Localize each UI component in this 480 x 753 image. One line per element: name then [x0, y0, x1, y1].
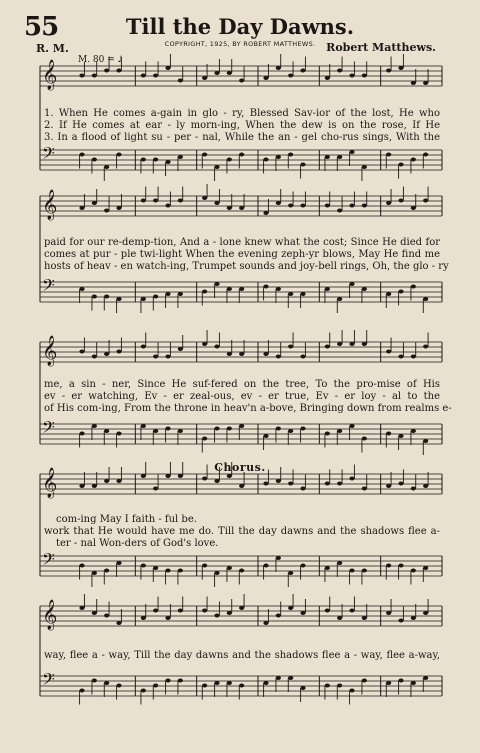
note-head — [276, 287, 281, 291]
note-head — [202, 342, 207, 346]
copyright-notice: COPYRIGHT, 1925, BY ROBERT MATTHEWS. — [164, 40, 316, 48]
note-head — [178, 429, 183, 433]
note-head — [349, 150, 354, 154]
note-head — [178, 609, 183, 613]
note-head — [288, 571, 293, 575]
note-head — [325, 204, 330, 208]
note-head — [141, 345, 146, 349]
note-head — [104, 209, 109, 213]
note-head — [202, 196, 207, 200]
note-head — [116, 479, 121, 483]
staff — [40, 342, 442, 362]
note-head — [398, 434, 403, 438]
bass-clef-icon: 𝄢 — [42, 417, 55, 441]
note-head — [325, 684, 330, 688]
note-head — [349, 204, 354, 208]
note-head — [349, 569, 354, 573]
note-head — [349, 282, 354, 286]
note-head — [411, 616, 416, 620]
note-head — [239, 153, 244, 157]
note-head — [398, 564, 403, 568]
note-head — [104, 352, 109, 356]
lyric-line: of His com-ing, From the throne in heav'n a-bove, Bringing down from realms e- — [44, 403, 452, 414]
note-head — [423, 199, 428, 203]
note-head — [202, 437, 207, 441]
note-head — [423, 153, 428, 157]
note-head — [349, 74, 354, 78]
note-head — [79, 350, 84, 354]
note-head — [153, 355, 158, 359]
note-head — [227, 611, 232, 615]
note-head — [411, 158, 416, 162]
note-head — [423, 676, 428, 680]
note-head — [79, 432, 84, 436]
note-head — [165, 616, 170, 620]
tempo-marking: M. 80 = ♩ — [78, 55, 122, 65]
note-head — [300, 355, 305, 359]
note-head — [178, 347, 183, 351]
note-head — [104, 295, 109, 299]
note-head — [362, 679, 367, 683]
lyric-line: hosts of heav - en watch-ing, Trumpet sounds and joy-bell rings, Oh, the glo - ry — [44, 261, 449, 272]
note-head — [263, 621, 268, 625]
note-head — [263, 564, 268, 568]
lyric-line: 2. If He comes at ear - ly morn-ing, When the dew is on the rose, If He — [44, 120, 440, 131]
note-head — [79, 74, 84, 78]
note-head — [386, 201, 391, 205]
note-head — [239, 684, 244, 688]
note-head — [362, 437, 367, 441]
note-head — [92, 484, 97, 488]
note-head — [116, 69, 121, 73]
note-head — [325, 432, 330, 436]
bass-clef-icon: 𝄢 — [42, 669, 55, 693]
note-head — [386, 69, 391, 73]
note-head — [276, 479, 281, 483]
note-head — [288, 482, 293, 486]
note-head — [411, 285, 416, 289]
note-head — [92, 571, 97, 575]
lyric-line: me, a sin - ner, Since He suf-fered on the tree, To the pro-mise of His — [44, 379, 440, 390]
note-head — [116, 432, 121, 436]
note-head — [325, 345, 330, 349]
note-head — [116, 206, 121, 210]
note-head — [214, 165, 219, 169]
note-head — [239, 606, 244, 610]
note-head — [411, 487, 416, 491]
author-initials: R. M. — [36, 42, 69, 55]
lyric-line: 1. When He comes a-gain in glo - ry, Blessed Sav-ior of the lost, He who — [44, 108, 440, 119]
note-head — [141, 424, 146, 428]
note-head — [165, 204, 170, 208]
note-head — [153, 609, 158, 613]
note-head — [288, 74, 293, 78]
note-head — [423, 484, 428, 488]
note-head — [300, 487, 305, 491]
lyric-line: ev - er watching, Ev - er zeal-ous, ev - er true, Ev - er loy - al to the — [44, 391, 440, 402]
staff — [40, 66, 442, 86]
note-head — [165, 569, 170, 573]
note-head — [227, 427, 232, 431]
note-head — [288, 345, 293, 349]
note-head — [214, 282, 219, 286]
note-head — [337, 297, 342, 301]
note-head — [202, 290, 207, 294]
note-head — [276, 427, 281, 431]
note-head — [214, 201, 219, 205]
note-head — [165, 679, 170, 683]
note-head — [288, 153, 293, 157]
note-head — [349, 689, 354, 693]
lyric-line: ter - nal Won-ders of God's love. — [56, 538, 219, 549]
note-head — [165, 474, 170, 478]
note-head — [116, 561, 121, 565]
lyric-line: way, flee a - way, Till the day dawns and the shadows flee a - way, flee a-way, — [44, 650, 440, 661]
note-head — [165, 355, 170, 359]
note-head — [116, 684, 121, 688]
note-head — [398, 619, 403, 623]
note-head — [227, 158, 232, 162]
note-head — [386, 350, 391, 354]
composer-name: Robert Matthews. — [326, 41, 436, 54]
note-head — [227, 352, 232, 356]
note-head — [165, 427, 170, 431]
note-head — [104, 165, 109, 169]
note-head — [214, 71, 219, 75]
lyric-line: paid for our re-demp-tion, And a - lone knew what the cost; Since He died for — [44, 237, 440, 248]
note-head — [300, 163, 305, 167]
note-head — [92, 355, 97, 359]
note-head — [325, 609, 330, 613]
note-head — [325, 287, 330, 291]
note-head — [153, 487, 158, 491]
note-head — [79, 206, 84, 210]
note-head — [92, 74, 97, 78]
note-head — [337, 684, 342, 688]
note-head — [337, 69, 342, 73]
note-head — [227, 71, 232, 75]
treble-clef-icon: 𝄞 — [42, 190, 58, 220]
note-head — [239, 424, 244, 428]
lyric-line: 3. In a flood of light su - per - nal, While the an - gel cho-rus sings, With the — [44, 132, 440, 143]
note-head — [411, 681, 416, 685]
note-head — [178, 199, 183, 203]
note-head — [178, 292, 183, 296]
note-head — [104, 614, 109, 618]
treble-clef-icon: 𝄞 — [42, 600, 58, 630]
note-head — [227, 474, 232, 478]
note-head — [362, 342, 367, 346]
note-head — [276, 556, 281, 560]
note-head — [263, 482, 268, 486]
note-head — [104, 429, 109, 433]
note-head — [337, 209, 342, 213]
note-head — [178, 474, 183, 478]
note-head — [141, 564, 146, 568]
note-head — [153, 74, 158, 78]
treble-clef-icon: 𝄞 — [42, 336, 58, 366]
note-head — [386, 432, 391, 436]
note-head — [165, 160, 170, 164]
note-head — [141, 74, 146, 78]
note-head — [104, 569, 109, 573]
note-head — [214, 479, 219, 483]
note-head — [92, 201, 97, 205]
note-head — [300, 204, 305, 208]
hymn-title: Till the Day Dawns. — [125, 14, 355, 39]
note-head — [202, 76, 207, 80]
note-head — [398, 290, 403, 294]
note-head — [423, 297, 428, 301]
note-head — [362, 616, 367, 620]
staff — [40, 282, 442, 302]
hymn-number: 55 — [24, 12, 59, 42]
note-head — [362, 487, 367, 491]
note-head — [288, 676, 293, 680]
note-head — [276, 614, 281, 618]
note-head — [337, 616, 342, 620]
note-head — [263, 285, 268, 289]
note-head — [276, 201, 281, 205]
note-head — [362, 569, 367, 573]
note-head — [263, 158, 268, 162]
note-head — [362, 74, 367, 78]
note-head — [386, 681, 391, 685]
note-head — [276, 155, 281, 159]
note-head — [325, 566, 330, 570]
note-head — [239, 79, 244, 83]
note-head — [239, 484, 244, 488]
note-head — [116, 350, 121, 354]
bass-clef-icon: 𝄢 — [42, 143, 55, 167]
note-head — [79, 689, 84, 693]
note-head — [288, 606, 293, 610]
note-head — [239, 569, 244, 573]
note-head — [92, 295, 97, 299]
note-head — [349, 477, 354, 481]
note-head — [214, 427, 219, 431]
note-head — [178, 79, 183, 83]
note-head — [411, 355, 416, 359]
note-head — [92, 158, 97, 162]
note-head — [104, 681, 109, 685]
note-head — [141, 689, 146, 693]
note-head — [337, 342, 342, 346]
note-head — [398, 482, 403, 486]
note-head — [411, 429, 416, 433]
note-head — [165, 292, 170, 296]
lyric-line: comes at pur - ple twi-light When the evening zeph-yr blows, May He find me — [44, 249, 440, 260]
lyric-line: com-ing May I faith - ful be. — [56, 514, 197, 525]
note-head — [349, 424, 354, 428]
note-head — [153, 429, 158, 433]
note-head — [337, 155, 342, 159]
note-head — [153, 158, 158, 162]
note-head — [202, 153, 207, 157]
note-head — [386, 484, 391, 488]
note-head — [239, 352, 244, 356]
note-head — [423, 81, 428, 85]
note-head — [141, 158, 146, 162]
note-head — [362, 204, 367, 208]
note-head — [141, 297, 146, 301]
note-head — [411, 206, 416, 210]
note-head — [227, 206, 232, 210]
note-head — [79, 484, 84, 488]
staff — [40, 474, 442, 494]
note-head — [92, 679, 97, 683]
note-head — [300, 427, 305, 431]
note-head — [276, 676, 281, 680]
note-head — [398, 679, 403, 683]
note-head — [239, 287, 244, 291]
note-head — [423, 439, 428, 443]
note-head — [178, 155, 183, 159]
note-head — [227, 566, 232, 570]
treble-clef-icon: 𝄞 — [42, 60, 58, 90]
note-head — [386, 564, 391, 568]
note-head — [411, 569, 416, 573]
note-head — [300, 611, 305, 615]
note-head — [202, 684, 207, 688]
note-head — [227, 287, 232, 291]
treble-clef-icon: 𝄞 — [42, 468, 58, 498]
bass-clef-icon: 𝄢 — [42, 549, 55, 573]
note-head — [214, 681, 219, 685]
note-head — [386, 292, 391, 296]
note-head — [288, 429, 293, 433]
note-head — [178, 569, 183, 573]
note-head — [325, 482, 330, 486]
note-head — [92, 611, 97, 615]
note-head — [362, 287, 367, 291]
note-head — [153, 684, 158, 688]
note-head — [214, 571, 219, 575]
note-head — [178, 679, 183, 683]
note-head — [423, 611, 428, 615]
note-head — [214, 345, 219, 349]
note-head — [239, 206, 244, 210]
note-head — [423, 566, 428, 570]
note-head — [349, 609, 354, 613]
note-head — [300, 564, 305, 568]
note-head — [79, 287, 84, 291]
note-head — [300, 686, 305, 690]
note-head — [141, 616, 146, 620]
note-head — [300, 292, 305, 296]
note-head — [276, 66, 281, 70]
note-head — [263, 211, 268, 215]
note-head — [386, 611, 391, 615]
note-head — [263, 681, 268, 685]
note-head — [386, 153, 391, 157]
note-head — [92, 424, 97, 428]
note-head — [141, 474, 146, 478]
note-head — [79, 564, 84, 568]
note-head — [263, 434, 268, 438]
note-head — [214, 614, 219, 618]
note-head — [202, 477, 207, 481]
note-head — [362, 165, 367, 169]
note-head — [300, 69, 305, 73]
note-head — [398, 66, 403, 70]
note-head — [116, 153, 121, 157]
chorus-heading: Chorus. — [214, 461, 266, 474]
note-head — [423, 345, 428, 349]
note-head — [202, 564, 207, 568]
note-head — [116, 621, 121, 625]
note-head — [104, 479, 109, 483]
note-head — [337, 429, 342, 433]
note-head — [288, 292, 293, 296]
note-head — [202, 609, 207, 613]
bass-clef-icon: 𝄢 — [42, 275, 55, 299]
note-head — [398, 199, 403, 203]
note-head — [153, 199, 158, 203]
note-head — [398, 355, 403, 359]
note-head — [165, 66, 170, 70]
note-head — [263, 352, 268, 356]
note-head — [325, 155, 330, 159]
note-head — [116, 297, 121, 301]
note-head — [104, 69, 109, 73]
note-head — [227, 681, 232, 685]
note-head — [276, 355, 281, 359]
note-head — [79, 606, 84, 610]
note-head — [153, 566, 158, 570]
note-head — [263, 76, 268, 80]
staff — [40, 196, 442, 216]
note-head — [153, 295, 158, 299]
note-head — [411, 81, 416, 85]
note-head — [337, 482, 342, 486]
lyric-line: work that He would have me do. Till the day dawns and the shadows flee a- — [44, 526, 440, 537]
staff — [40, 556, 442, 576]
note-head — [325, 76, 330, 80]
note-head — [79, 153, 84, 157]
note-head — [337, 561, 342, 565]
note-head — [398, 163, 403, 167]
note-head — [349, 342, 354, 346]
note-head — [288, 204, 293, 208]
note-head — [141, 199, 146, 203]
